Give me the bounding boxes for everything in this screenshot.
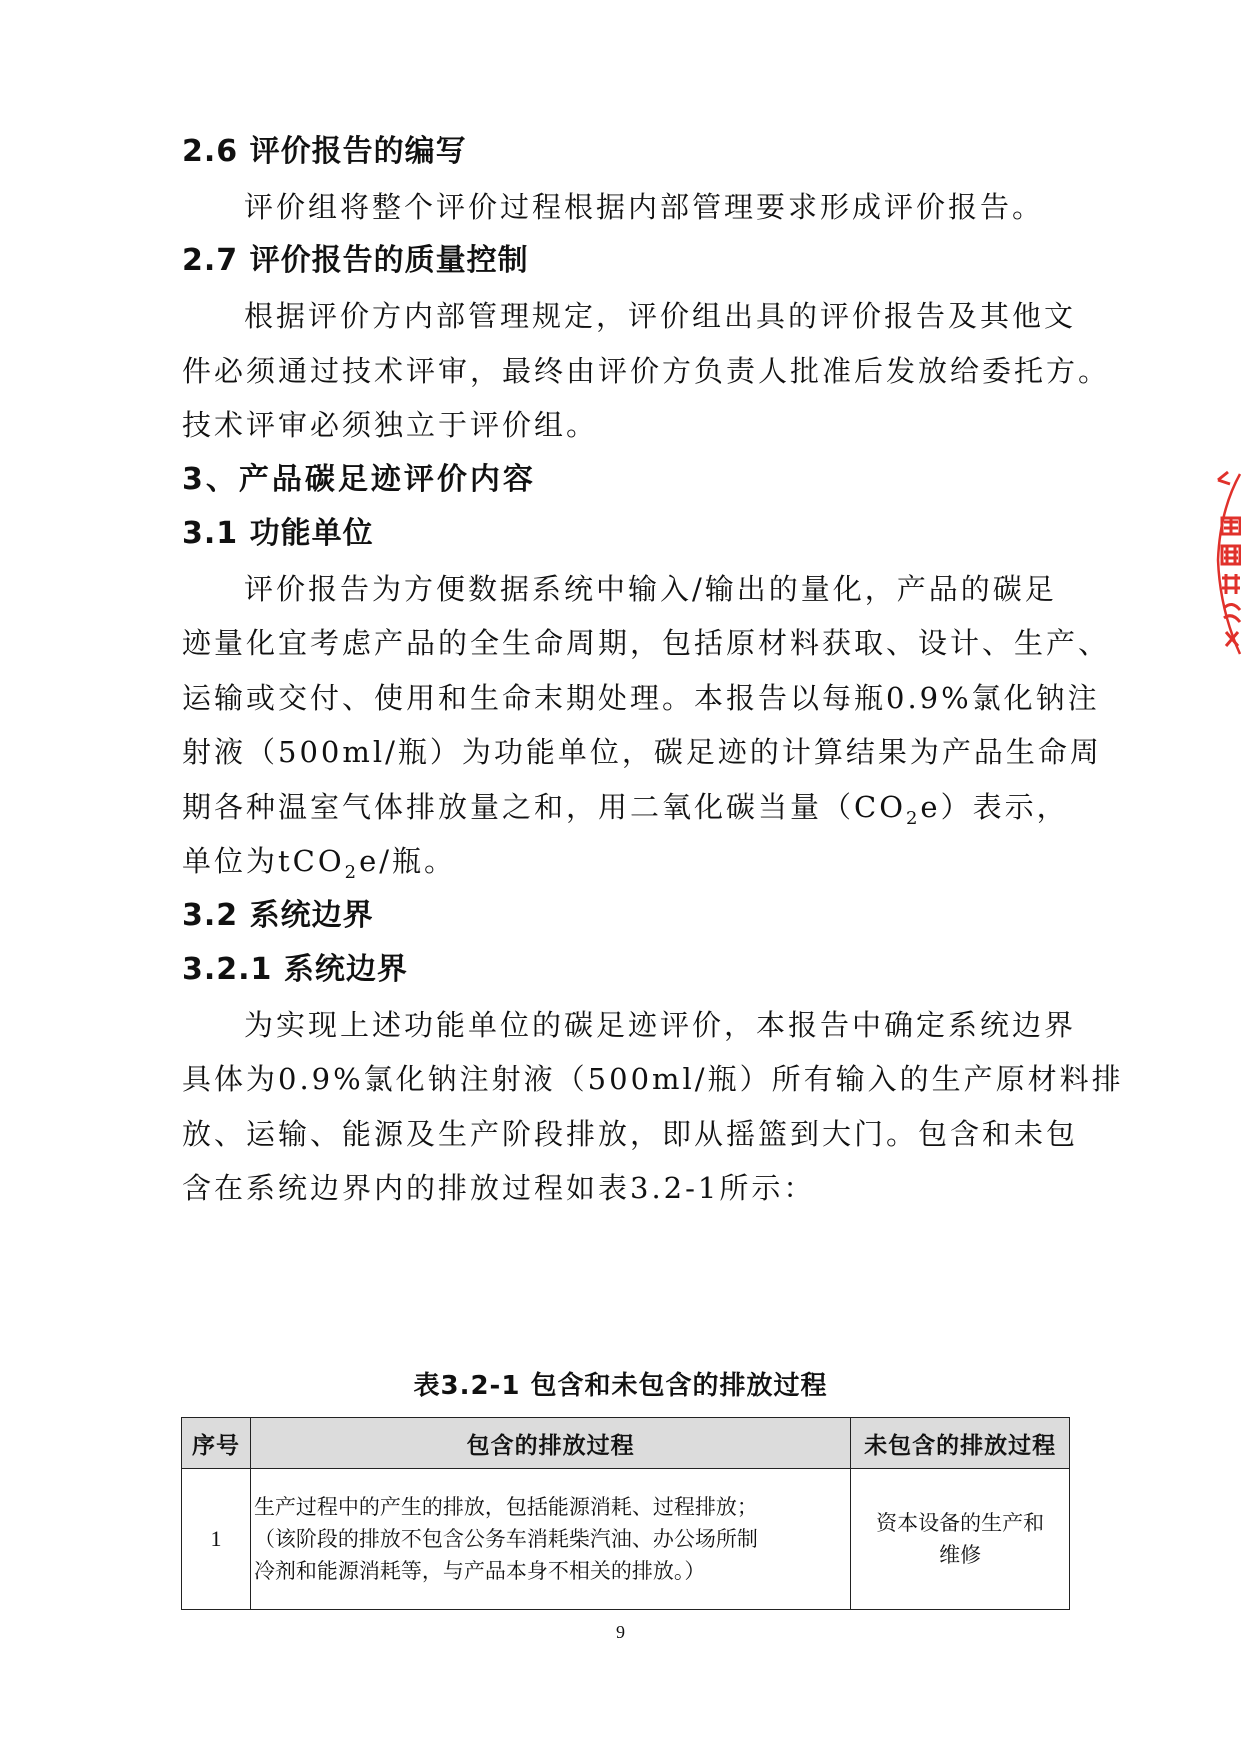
official-seal-stamp <box>1212 470 1241 660</box>
header-index: 序号 <box>182 1418 251 1469</box>
table-header-row <box>182 1418 1070 1469</box>
paragraph-line: 运输或交付、使用和生命末期处理。本报告以每瓶0.9%氯化钠注 <box>182 681 1100 715</box>
paragraph-line: 根据评价方内部管理规定，评价组出具的评价报告及其他文 <box>244 299 1077 333</box>
header-included: 包含的排放过程 <box>250 1418 850 1469</box>
included-line: 生产过程中的产生的排放，包括能源消耗、过程排放； <box>253 1495 758 1519</box>
heading-3: 3、产品碳足迹评价内容 <box>182 462 536 497</box>
paragraph-line: 为实现上述功能单位的碳足迹评价，本报告中确定系统边界 <box>244 1008 1077 1042</box>
row-excluded <box>851 1469 1070 1610</box>
paragraph-line: 单位为tCO$_2$e/瓶。 <box>182 844 457 883</box>
paragraph-line: 含在系统边界内的排放过程如表3.2-1所示： <box>182 1171 816 1205</box>
paragraph-line: 期各种温室气体排放量之和，用二氧化碳当量$(CO_2e)$表示， <box>182 790 1069 829</box>
paragraph-line: 射液（500ml/瓶）为功能单位，碳足迹的计算结果为产品生命周 <box>182 735 1102 769</box>
seal-fragment-icon <box>1212 470 1241 660</box>
paragraph-line: 具体为0.9%氯化钠注射液（500ml/瓶）所有输入的生产原材料排 <box>182 1062 1124 1096</box>
included-line: （该阶段的排放不包含公务车消耗柴汽油、办公场所制 <box>253 1527 758 1551</box>
paragraph-line: 迹量化宜考虑产品的全生命周期，包括原材料获取、设计、生产、 <box>182 626 1111 660</box>
page-number: 9 <box>616 1622 625 1642</box>
emission-process-table <box>181 1417 1070 1610</box>
paragraph-line: 放、运输、能源及生产阶段排放，即从摇篮到大门。包含和未包 <box>182 1117 1079 1151</box>
heading-2-6: 2.6 评价报告的编写 <box>182 134 467 169</box>
heading-2-7: 2.7 评价报告的质量控制 <box>182 243 529 278</box>
header-excluded: 未包含的排放过程 <box>851 1418 1070 1469</box>
paragraph-line: 技术评审必须独立于评价组。 <box>182 408 599 442</box>
excluded-line: 资本设备的生产和 <box>876 1511 1045 1535</box>
excluded-line: 维修 <box>939 1543 982 1567</box>
row-index: 1 <box>182 1469 251 1610</box>
heading-3-1: 3.1 功能单位 <box>182 516 374 551</box>
paragraph-line: 评价组将整个评价过程根据内部管理要求形成评价报告。 <box>244 190 1045 224</box>
table-caption: 表3.2-1 包含和未包含的排放过程 <box>413 1371 828 1401</box>
paragraph-line: 件必须通过技术评审，最终由评价方负责人批准后发放给委托方。 <box>182 354 1111 388</box>
heading-3-2: 3.2 系统边界 <box>182 898 374 933</box>
paragraph-line: 评价报告为方便数据系统中输入/输出的量化，产品的碳足 <box>244 572 1057 606</box>
included-line: 冷剂和能源消耗等，与产品本身不相关的排放。） <box>253 1559 706 1583</box>
table-row <box>182 1469 1070 1610</box>
heading-3-2-1: 3.2.1 系统边界 <box>182 952 408 987</box>
row-included <box>250 1469 850 1610</box>
